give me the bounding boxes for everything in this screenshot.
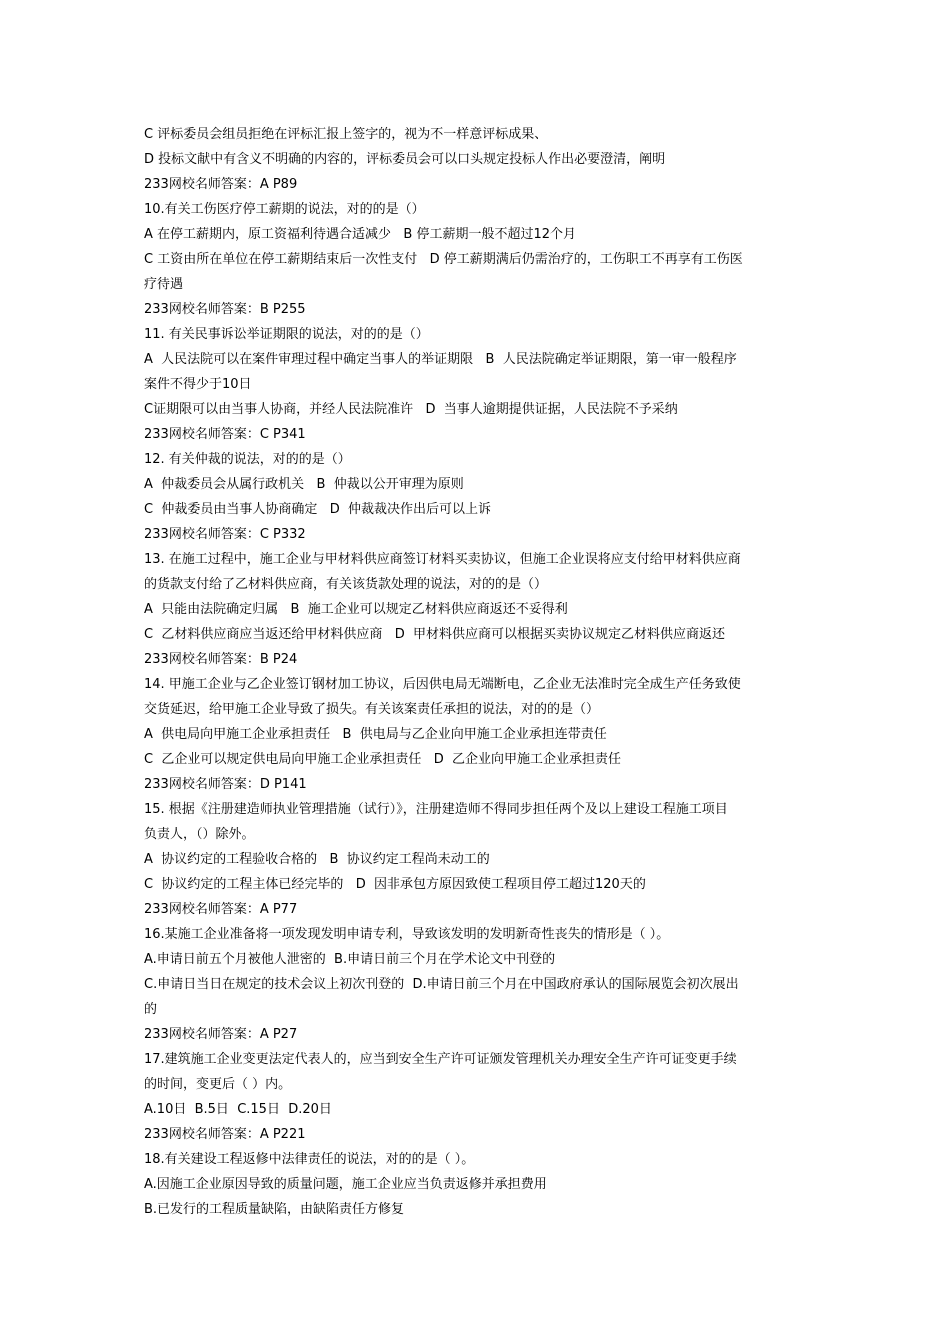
answer-line: 233网校名师答案：A P27 bbox=[144, 1027, 298, 1042]
question-line: 的时间，变更后（ ）内。 bbox=[144, 1077, 292, 1092]
question-line: 18.有关建设工程返修中法律责任的说法，对的的是（ ）。 bbox=[144, 1152, 475, 1167]
answer-line: 233网校名师答案：A P221 bbox=[144, 1127, 306, 1142]
option-line: A.10日 B.5日 C.15日 D.20日 bbox=[144, 1102, 332, 1117]
answer-line: 233网校名师答案：C P332 bbox=[144, 527, 306, 542]
option-line: C 乙企业可以规定供电局向甲施工企业承担责任 D 乙企业向甲施工企业承担责任 bbox=[144, 752, 622, 767]
question-line: 10.有关工伤医疗停工薪期的说法，对的的是（） bbox=[144, 202, 425, 217]
question-line: 15. 根据《注册建造师执业管理措施（试行）》，注册建造师不得同步担任两个及以上建设工程施工项目 bbox=[144, 802, 728, 817]
option-line: 疗待遇 bbox=[144, 277, 184, 292]
text-line: C 评标委员会组员拒绝在评标汇报上签字的，视为不一样意评标成果、 bbox=[144, 127, 548, 142]
question-line: 14. 甲施工企业与乙企业签订钢材加工协议，后因供电局无端断电，乙企业无法准时完全成生产任务致使 bbox=[144, 677, 741, 692]
text-line: D 投标文献中有含义不明确的内容的，评标委员会可以口头规定投标人作出必要澄清，阐明 bbox=[144, 152, 666, 167]
answer-line: 233网校名师答案：A P77 bbox=[144, 902, 298, 917]
option-line: A 供电局向甲施工企业承担责任 B 供电局与乙企业向甲施工企业承担连带责任 bbox=[144, 727, 607, 742]
answer-line: 233网校名师答案：C P341 bbox=[144, 427, 306, 442]
option-line: C 工资由所在单位在停工薪期结束后一次性支付 D 停工薪期满后仍需治疗的，工伤职工不再享有工伤医 bbox=[144, 252, 743, 267]
answer-line: 233网校名师答案：D P141 bbox=[144, 777, 307, 792]
option-line: A 仲裁委员会从属行政机关 B 仲裁以公开审理为原则 bbox=[144, 477, 464, 492]
option-line: B.已发行的工程质量缺陷，由缺陷责任方修复 bbox=[144, 1202, 405, 1217]
option-line: A 协议约定的工程验收合格的 B 协议约定工程尚未动工的 bbox=[144, 852, 490, 867]
question-line: 交货延迟，给甲施工企业导致了损失。有关该案责任承担的说法，对的的是（） bbox=[144, 702, 600, 717]
option-line: A 只能由法院确定归属 B 施工企业可以规定乙材料供应商返还不妥得利 bbox=[144, 602, 568, 617]
answer-line: 233网校名师答案：A P89 bbox=[144, 177, 298, 192]
option-line: C 仲裁委员由当事人协商确定 D 仲裁裁决作出后可以上诉 bbox=[144, 502, 492, 517]
question-line: 负责人，（）除外。 bbox=[144, 827, 255, 842]
option-line: C.申请日当日在规定的技术会议上初次刊登的 D.申请日前三个月在中国政府承认的国际展览会初次展出 bbox=[144, 977, 739, 992]
option-line: C证期限可以由当事人协商，并经人民法院准许 D 当事人逾期提供证据，人民法院不予采纳 bbox=[144, 402, 678, 417]
answer-line: 233网校名师答案：B P255 bbox=[144, 302, 306, 317]
option-line: 的 bbox=[144, 1002, 158, 1017]
question-line: 13. 在施工过程中，施工企业与甲材料供应商签订材料买卖协议，但施工企业误将应支付给甲材料供应商 bbox=[144, 552, 741, 567]
question-line: 16.某施工企业准备将一项发现发明申请专利，导致该发明的发明新奇性丧失的情形是（ ）。 bbox=[144, 927, 670, 942]
option-line: 案件不得少于10日 bbox=[144, 377, 252, 392]
option-line: C 协议约定的工程主体已经完毕的 D 因非承包方原因致使工程项目停工超过120天的 bbox=[144, 877, 646, 892]
option-line: C 乙材料供应商应当返还给甲材料供应商 D 甲材料供应商可以根据买卖协议规定乙材料供应商返还 bbox=[144, 627, 726, 642]
option-line: A.申请日前五个月被他人泄密的 B.申请日前三个月在学术论文中刊登的 bbox=[144, 952, 556, 967]
question-line: 的货款支付给了乙材料供应商，有关该货款处理的说法，对的的是（） bbox=[144, 577, 548, 592]
document-page bbox=[144, 122, 810, 1222]
question-line: 11. 有关民事诉讼举证期限的说法，对的的是（） bbox=[144, 327, 429, 342]
option-line: A.因施工企业原因导致的质量问题，施工企业应当负责返修并承担费用 bbox=[144, 1177, 547, 1192]
question-line: 12. 有关仲裁的说法，对的的是（） bbox=[144, 452, 351, 467]
option-line: A 在停工薪期内，原工资福利待遇合适减少 B 停工薪期一般不超过12个月 bbox=[144, 227, 577, 242]
question-line: 17.建筑施工企业变更法定代表人的，应当到安全生产许可证颁发管理机关办理安全生产许可证变更手续 bbox=[144, 1052, 737, 1067]
answer-line: 233网校名师答案：B P24 bbox=[144, 652, 298, 667]
option-line: A 人民法院可以在案件审理过程中确定当事人的举证期限 B 人民法院确定举证期限，第一审一般程序 bbox=[144, 352, 737, 367]
